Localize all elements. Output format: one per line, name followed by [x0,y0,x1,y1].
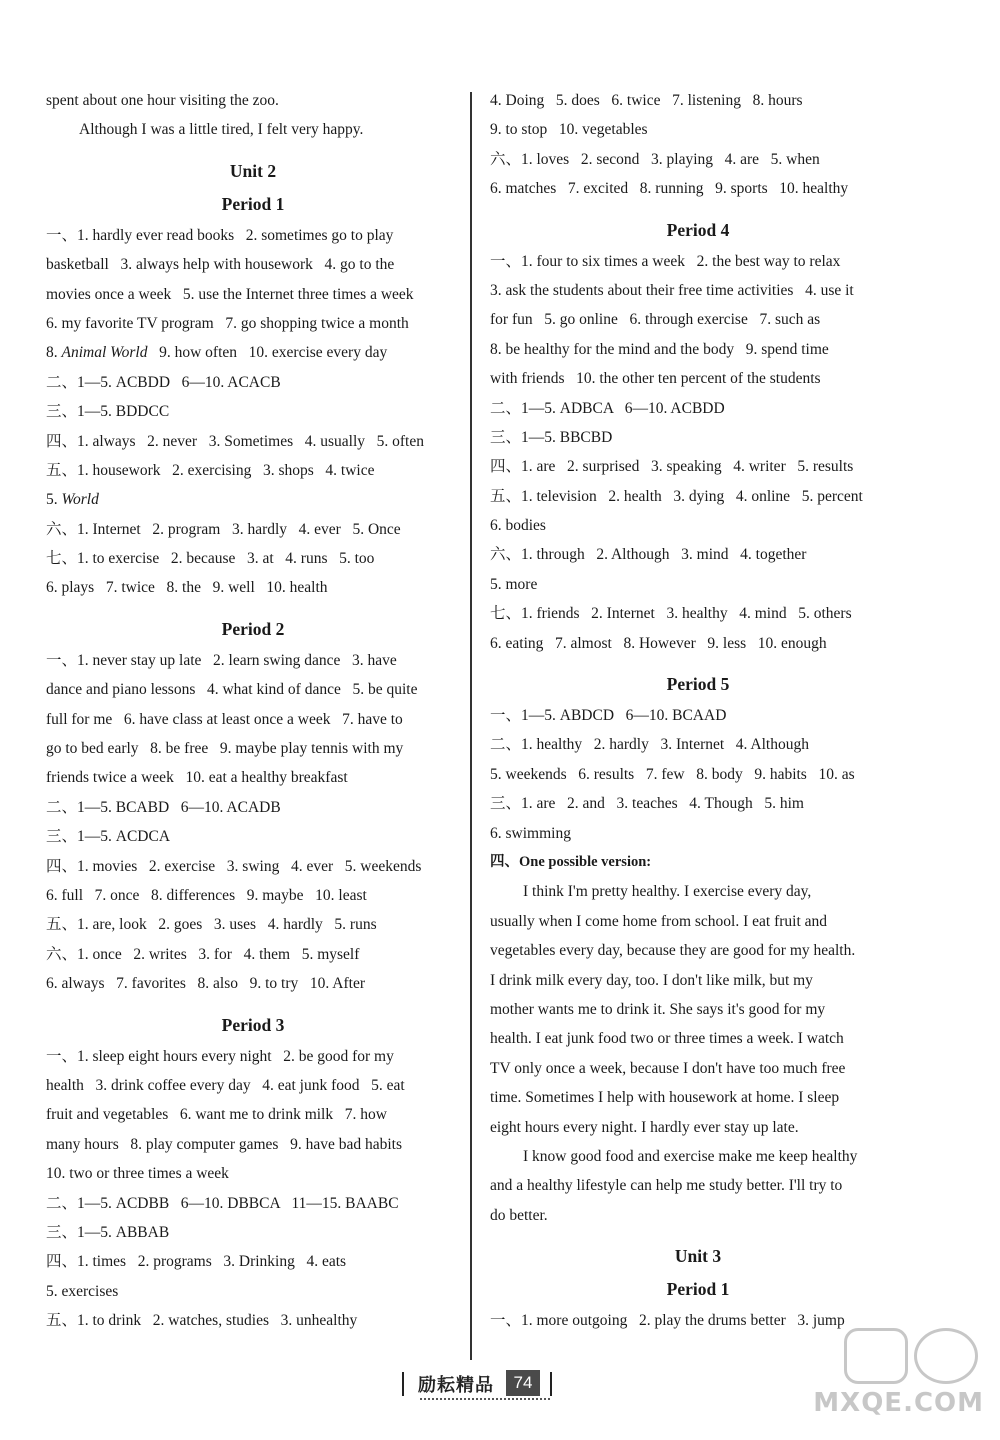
answer-line: friends twice a week 10. eat a healthy breakfast [46,769,348,787]
answer-line: 三、1—5. BDDCC [46,403,170,421]
answer-line: 六、1. Internet 2. program 3. hardly 4. ever 5. Once [46,520,401,538]
answer-line: usually when I come home from school. I eat fruit and [490,912,828,930]
answer-line: 6. swimming [490,824,571,842]
answer-line: 三、1—5. ABBAB [46,1223,170,1241]
answer-line: 五、1. television 2. health 3. dying 4. online 5. percent [490,487,863,505]
answer-line [46,338,460,367]
line-text: 8. [46,344,62,362]
answer-line: 七、1. to exercise 2. because 3. at 4. runs 5. too [46,550,375,568]
answer-line: 6. plays 7. twice 8. the 9. well 10. health [46,579,328,597]
answer-line: health. I eat junk food two or three times a week. I watch [490,1030,844,1048]
answer-line: spent about one hour visiting the zoo. [46,92,279,109]
left-column [46,86,460,1335]
answer-line: eight hours every night. I hardly ever stay up late. [490,1118,799,1136]
line-text: 9. how often 10. exercise every day [147,344,388,362]
section-heading: Period 3 [221,1014,285,1035]
italic-text: World [61,491,99,509]
answer-line: time. Sometimes I help with housework at home. I sleep [490,1089,840,1107]
section-heading: Period 2 [221,618,285,639]
section-heading: Period 1 [666,1279,730,1300]
answer-line: 七、1. friends 2. Internet 3. healthy 4. mind 5. others [490,605,852,623]
answer-line: go to bed early 8. be free 9. maybe play tennis with my [46,740,404,758]
footer-dots [420,1398,550,1402]
watermark-circle-icon [914,1328,978,1384]
answer-line: 一、1. more outgoing 2. play the drums better 3. jump [490,1312,845,1330]
answer-line: 四、1. are 2. surprised 3. speaking 4. writer 5. results [490,458,854,476]
answer-line: 五、1. housework 2. exercising 3. shops 4. twice [46,461,375,479]
answer-line: 二、1—5. BCABD 6—10. ACADB [46,798,281,816]
section-heading: Period 4 [666,219,730,240]
answer-line: 10. two or three times a week [46,1165,229,1183]
answer-line: with friends 10. the other ten percent of the students [490,370,821,388]
page-number: 74 [506,1370,540,1396]
section-heading: Unit 2 [229,160,277,181]
section-heading: Unit 3 [674,1246,722,1267]
answer-line: 四、One possible version: [490,853,652,870]
answer-line: 一、1—5. ABDCD 6—10. BCAAD [490,707,727,725]
answer-line: TV only once a week, because I don't have too much free [490,1059,846,1077]
answer-line: 9. to stop 10. vegetables [490,121,648,139]
answer-line: 五、1. are, look 2. goes 3. uses 4. hardly 5. runs [46,916,377,934]
answer-line: 6. full 7. once 8. differences 9. maybe 10. least [46,886,367,904]
answer-line: dance and piano lessons 4. what kind of dance 5. be quite [46,681,418,699]
footer-brand: 励耘精品 [418,1375,494,1396]
answer-line: 六、1. loves 2. second 3. playing 4. are 5. when [490,150,820,168]
answer-line: I think I'm pretty healthy. I exercise every day, [523,883,812,901]
answer-line: 六、1. through 2. Although 3. mind 4. together [490,546,807,564]
answer-line: I drink milk every day, too. I don't like milk, but my [490,971,813,989]
answer-line: fruit and vegetables 6. want me to drink milk 7. how [46,1106,387,1124]
answer-line: 三、1. are 2. and 3. teaches 4. Though 5. him [490,795,804,813]
answer-line: 5. more [490,575,538,593]
answer-line: 四、1. movies 2. exercise 3. swing 4. ever 5. weekends [46,857,422,875]
answer-line: 四、1. times 2. programs 3. Drinking 4. eats [46,1253,347,1271]
answer-line [46,485,460,514]
answer-line: 二、1. healthy 2. hardly 3. Internet 4. Although [490,736,809,754]
answer-line: Although I was a little tired, I felt very happy. [79,121,364,139]
watermark-text: MXQE.COM [813,1388,984,1418]
answer-line: 二、1—5. ACBDD 6—10. ACACB [46,373,281,391]
answer-line: 8. be healthy for the mind and the body 9. spend time [490,340,829,358]
column-divider [470,92,472,1360]
watermark [754,1328,984,1418]
answer-line: 6. my favorite TV program 7. go shopping twice a month [46,314,409,332]
footer-bar-left [402,1372,404,1396]
spacer [46,145,460,155]
answer-line: 4. Doing 5. does 6. twice 7. listening 8. hours [490,92,803,109]
answer-line: 五、1. to drink 2. watches, studies 3. unhealthy [46,1312,358,1330]
answer-line: full for me 6. have class at least once a week 7. have to [46,710,403,728]
answer-line: 一、1. four to six times a week 2. the best way to relax [490,252,841,270]
answer-line: 四、1. always 2. never 3. Sometimes 4. usually 5. often [46,432,424,450]
spacer [490,658,906,668]
answer-line: 6. matches 7. excited 8. running 9. sports 10. healthy [490,180,849,198]
page-footer [402,1368,582,1402]
answer-line: many hours 8. play computer games 9. have bad habits [46,1135,402,1153]
answer-line: and a healthy lifestyle can help me study better. I'll try to [490,1177,843,1195]
answer-line: 6. bodies [490,517,546,535]
answer-line: for fun 5. go online 6. through exercise 7. such as [490,311,821,329]
spacer [490,1230,906,1240]
answer-line: 5. exercises [46,1282,119,1300]
spacer [490,204,906,214]
answer-line: 二、1—5. ADBCA 6—10. ACBDD [490,399,725,417]
answer-line: 六、1. once 2. writes 3. for 4. them 5. myself [46,945,360,963]
answer-line: basketball 3. always help with housework 4. go to the [46,256,395,274]
answer-line: mother wants me to drink it. She says it's good for my [490,1000,826,1018]
answer-line: health 3. drink coffee every day 4. eat junk food 5. eat [46,1076,405,1094]
answer-line: movies once a week 5. use the Internet three times a week [46,285,414,303]
line-text: 5. [46,491,62,509]
answer-line: 三、1—5. BBCBD [490,428,613,446]
section-heading: Period 5 [666,674,730,695]
answer-line: 二、1—5. ACDBB 6—10. DBBCA 11—15. BAABC [46,1194,399,1212]
answer-line: 三、1—5. ACDCA [46,828,171,846]
right-column [490,86,906,1335]
answer-line: 5. weekends 6. results 7. few 8. body 9. habits 10. as [490,765,855,783]
answer-line: vegetables every day, because they are good for my health. [490,942,856,960]
answer-line: 6. always 7. favorites 8. also 9. to try 10. After [46,975,365,993]
spacer [46,603,460,613]
answer-line: 一、1. hardly ever read books 2. sometimes go to play [46,226,394,244]
italic-text: Animal World [61,344,148,362]
answer-line: 3. ask the students about their free time activities 4. use it [490,281,854,299]
spacer [46,999,460,1009]
answer-line: 6. eating 7. almost 8. However 9. less 10. enough [490,634,827,652]
section-heading: Period 1 [221,193,285,214]
answer-line: 一、1. sleep eight hours every night 2. be good for my [46,1047,394,1065]
answer-line: 一、1. never stay up late 2. learn swing dance 3. have [46,651,397,669]
footer-bar-right [550,1372,552,1396]
answer-line: do better. [490,1206,548,1224]
watermark-seal-icon [844,1328,908,1384]
answer-line: I know good food and exercise make me keep healthy [523,1147,858,1165]
